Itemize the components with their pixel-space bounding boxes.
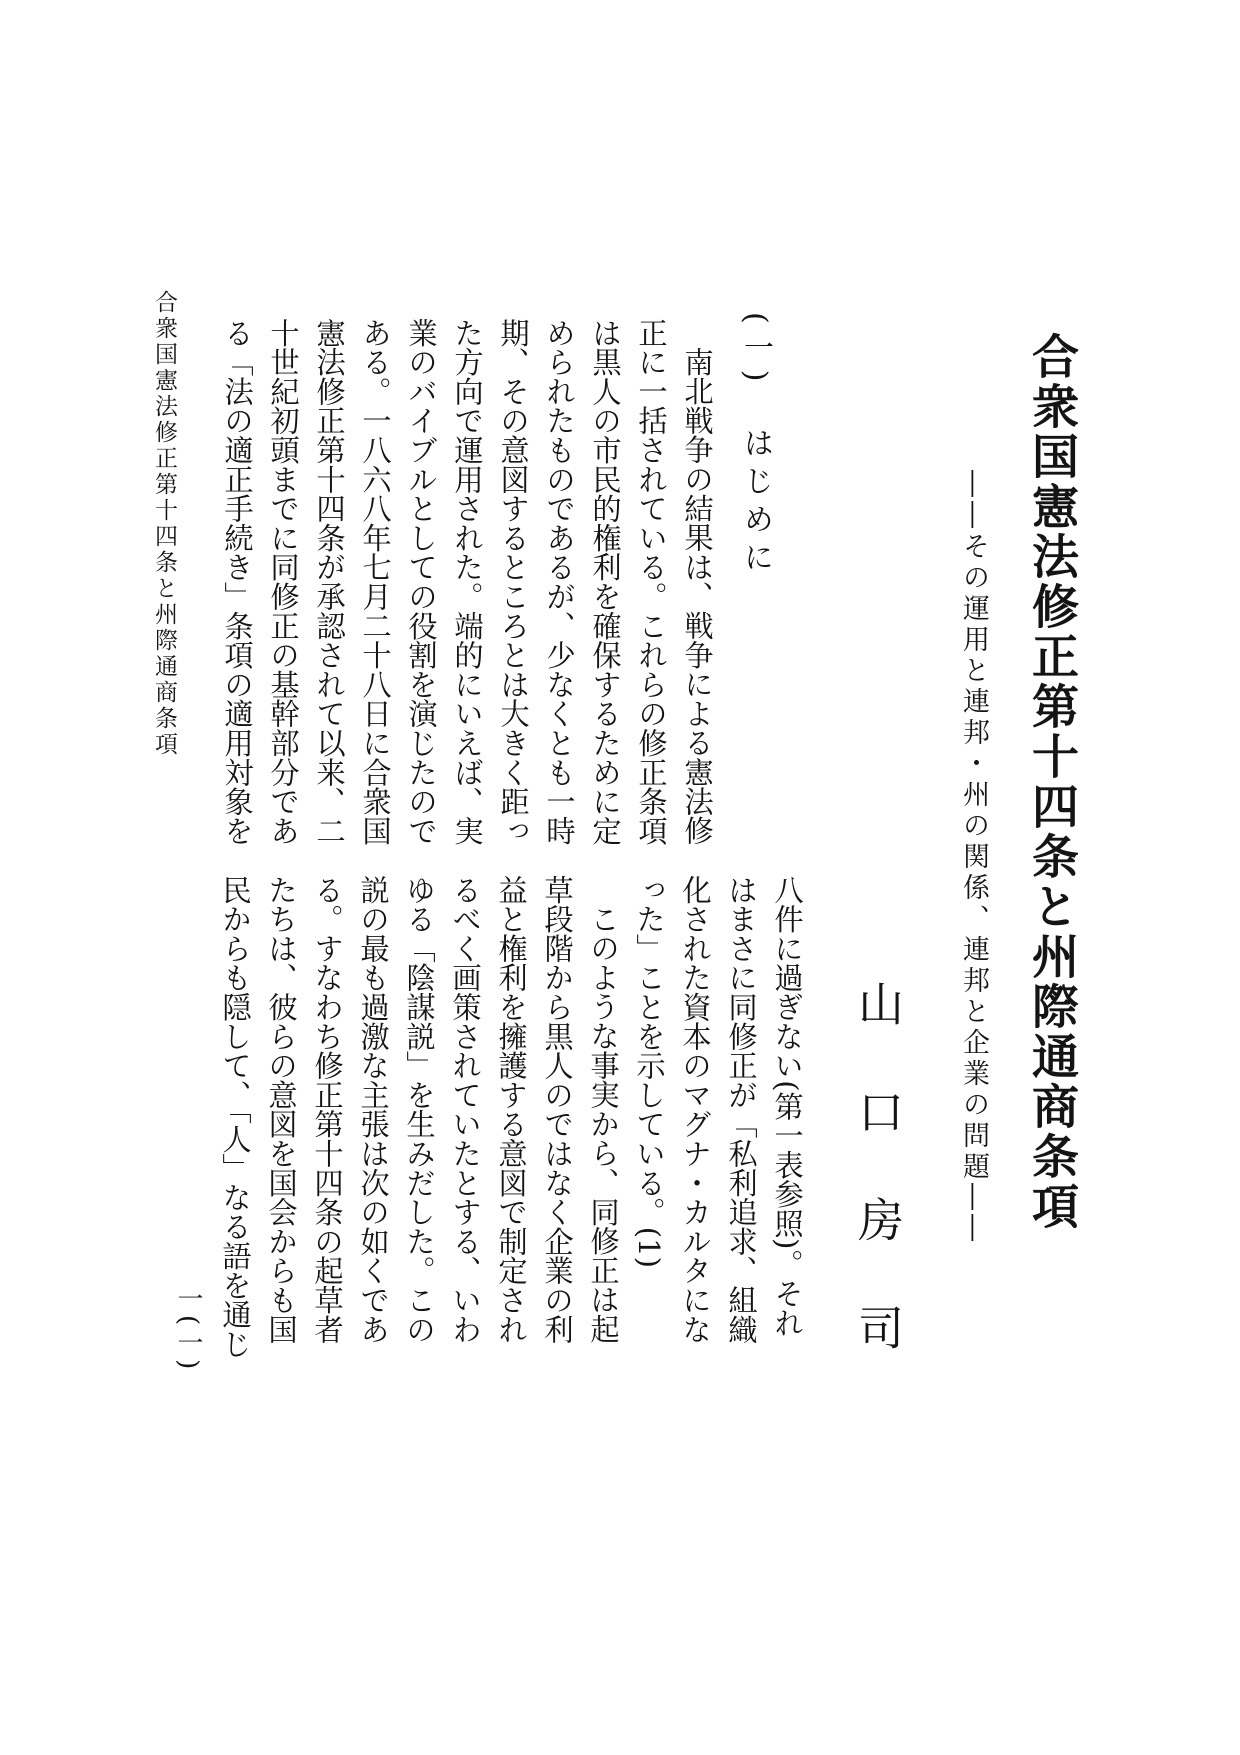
- article-subtitle: ――その運用と連邦・州の関係、連邦と企業の問題――: [958, 470, 989, 1245]
- body-paragraph: 南北戦争の結果は、戦争による憲法修正に一括されている。これらの修正条項は黒人の市民的権利を確保するために定められたものであるが、少なくとも一時期、その意図するところとは大きく距った方向で運用された。端的にいえば、実業のバイブルとしての役割を演じたのである。一八六八年七月二十八日に合衆国憲法修正第十四条が承認されて以来、二十世紀初頭までに同修正の基幹部分である「法の適正手続き」条項の適用対象を: [220, 318, 714, 846]
- body-paragraph-continued: 八件に過ぎない(第一表参照)。それはまさに同修正が「私利追求、組織化された資本のマグナ・カルタになった」ことを示している。(1): [632, 875, 804, 1344]
- body-text-upper-block: [210, 318, 720, 848]
- section-title: はじめに: [738, 427, 773, 580]
- section-heading: [738, 312, 773, 580]
- body-text-lower-block: [210, 875, 810, 1365]
- author-name: 山口房司: [851, 980, 905, 1412]
- body-paragraph: このような事実から、同修正は起草段階から黒人のではなく企業の利益と権利を擁護する意図で制定されるべく画策されていたとする、いわゆる「陰謀説」を生みだした。この説の最も過激な主張は次の如くである。すなわち修正第十四条の起草者たちは、彼らの意図を国会からも国民からも隠して、「人」なる語を通じ: [218, 875, 620, 1359]
- running-head: 合衆国憲法修正第十四条と州際通商条項: [151, 290, 177, 758]
- article-title: 合衆国憲法修正第十四条と州際通商条項: [1024, 332, 1079, 1232]
- page-number: 一(一): [173, 1285, 203, 1374]
- section-number: (一): [738, 312, 773, 390]
